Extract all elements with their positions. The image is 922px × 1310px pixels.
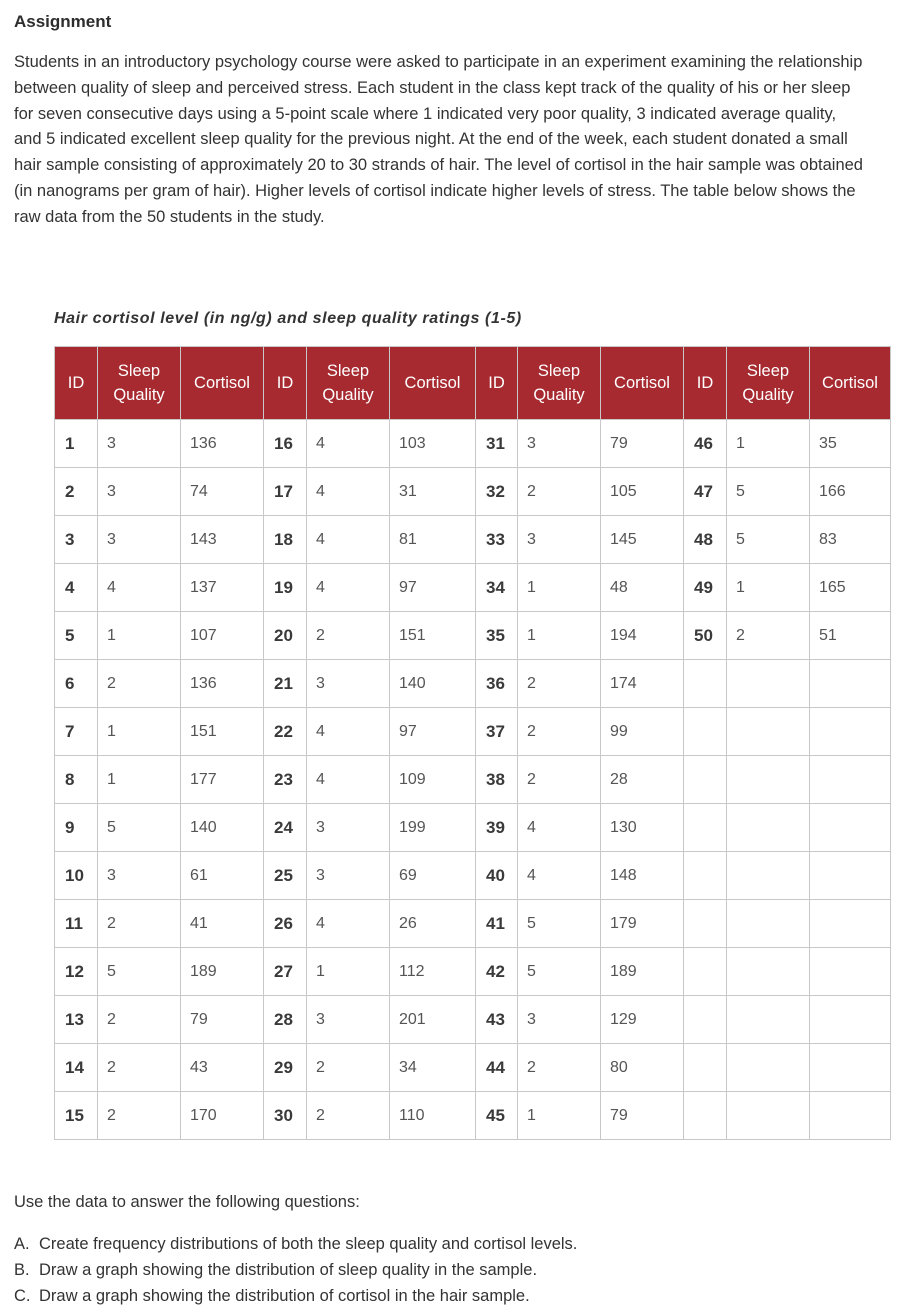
id-cell: [684, 708, 727, 756]
id-cell: [684, 660, 727, 708]
cortisol-cell: 151: [390, 612, 476, 660]
id-cell: [684, 852, 727, 900]
sleep-quality-cell: [727, 804, 810, 852]
id-cell: 47: [684, 468, 727, 516]
sleep-quality-cell: [727, 1092, 810, 1140]
id-cell: 32: [476, 468, 518, 516]
question-text: Draw a graph showing the distribution of sleep quality in the sample.: [39, 1261, 538, 1279]
id-cell: 34: [476, 564, 518, 612]
id-cell: 39: [476, 804, 518, 852]
sleep-quality-cell: 2: [727, 612, 810, 660]
id-cell: [684, 900, 727, 948]
table-row: [55, 468, 891, 516]
table-row: [55, 1044, 891, 1092]
cortisol-cell: 189: [601, 948, 684, 996]
id-cell: [684, 948, 727, 996]
sleep-quality-cell: 1: [98, 612, 181, 660]
question-item: [14, 1231, 577, 1257]
table-row: [55, 564, 891, 612]
id-cell: 49: [684, 564, 727, 612]
cortisol-cell: 166: [810, 468, 891, 516]
sleep-quality-cell: 5: [727, 468, 810, 516]
question-letter: C.: [14, 1287, 31, 1305]
id-cell: 41: [476, 900, 518, 948]
table-row: [55, 900, 891, 948]
id-cell: 30: [264, 1092, 307, 1140]
id-cell: 37: [476, 708, 518, 756]
sleep-quality-cell: 3: [518, 996, 601, 1044]
header-cell: ID: [684, 347, 727, 420]
table-row: [55, 804, 891, 852]
cortisol-cell: 97: [390, 564, 476, 612]
cortisol-cell: 170: [181, 1092, 264, 1140]
sleep-quality-cell: [727, 1044, 810, 1092]
table-row: [55, 756, 891, 804]
sleep-quality-cell: 4: [98, 564, 181, 612]
sleep-quality-cell: 4: [307, 516, 390, 564]
sleep-quality-cell: 3: [307, 804, 390, 852]
cortisol-cell: 80: [601, 1044, 684, 1092]
question-text: Create frequency distributions of both the sleep quality and cortisol levels.: [39, 1235, 578, 1253]
cortisol-cell: 83: [810, 516, 891, 564]
id-cell: 48: [684, 516, 727, 564]
sleep-quality-cell: [727, 660, 810, 708]
questions-intro: Use the data to answer the following questions:: [14, 1193, 360, 1211]
sleep-quality-cell: 1: [518, 612, 601, 660]
sleep-quality-cell: 1: [727, 420, 810, 468]
sleep-quality-cell: 1: [307, 948, 390, 996]
sleep-quality-cell: 1: [98, 708, 181, 756]
id-cell: 5: [55, 612, 98, 660]
id-cell: 33: [476, 516, 518, 564]
cortisol-cell: 41: [181, 900, 264, 948]
cortisol-cell: 79: [601, 1092, 684, 1140]
cortisol-cell: 148: [601, 852, 684, 900]
cortisol-cell: 129: [601, 996, 684, 1044]
sleep-quality-cell: 5: [727, 516, 810, 564]
cortisol-cell: 81: [390, 516, 476, 564]
id-cell: 38: [476, 756, 518, 804]
cortisol-cell: 99: [601, 708, 684, 756]
sleep-quality-cell: [727, 948, 810, 996]
sleep-quality-cell: 4: [307, 468, 390, 516]
sleep-quality-cell: 2: [98, 660, 181, 708]
sleep-quality-cell: 1: [98, 756, 181, 804]
id-cell: 35: [476, 612, 518, 660]
id-cell: 14: [55, 1044, 98, 1092]
table-row: [55, 1092, 891, 1140]
header-cell: Cortisol: [390, 347, 476, 420]
header-cell: Sleep Quality: [307, 347, 390, 420]
table-row: [55, 420, 891, 468]
cortisol-cell: 109: [390, 756, 476, 804]
cortisol-cell: [810, 1044, 891, 1092]
sleep-quality-cell: 4: [307, 708, 390, 756]
sleep-quality-cell: 4: [307, 564, 390, 612]
header-cell: Sleep Quality: [727, 347, 810, 420]
cortisol-cell: 69: [390, 852, 476, 900]
header-cell: Cortisol: [601, 347, 684, 420]
cortisol-cell: [810, 756, 891, 804]
id-cell: 19: [264, 564, 307, 612]
id-cell: 40: [476, 852, 518, 900]
cortisol-cell: 194: [601, 612, 684, 660]
id-cell: 11: [55, 900, 98, 948]
cortisol-cell: 26: [390, 900, 476, 948]
question-item: [14, 1257, 577, 1283]
id-cell: 18: [264, 516, 307, 564]
sleep-quality-cell: 2: [307, 612, 390, 660]
sleep-quality-cell: 5: [98, 804, 181, 852]
sleep-quality-cell: 3: [307, 996, 390, 1044]
id-cell: 20: [264, 612, 307, 660]
cortisol-cell: 199: [390, 804, 476, 852]
sleep-quality-cell: 2: [98, 1044, 181, 1092]
cortisol-cell: 103: [390, 420, 476, 468]
sleep-quality-cell: 2: [307, 1092, 390, 1140]
sleep-quality-cell: 1: [727, 564, 810, 612]
id-cell: 46: [684, 420, 727, 468]
cortisol-cell: 35: [810, 420, 891, 468]
sleep-quality-cell: 3: [98, 468, 181, 516]
sleep-quality-cell: 4: [307, 756, 390, 804]
table-caption: Hair cortisol level (in ng/g) and sleep quality ratings (1-5): [54, 310, 522, 327]
sleep-quality-cell: [727, 996, 810, 1044]
id-cell: 17: [264, 468, 307, 516]
id-cell: 8: [55, 756, 98, 804]
sleep-quality-cell: 3: [307, 660, 390, 708]
cortisol-cell: 107: [181, 612, 264, 660]
intro-paragraph: Students in an introductory psychology course were asked to participate in an experiment examining the relationship between quality of sleep and perceived stress. Each student in the class kept track of the quality of his or her sleep for seven consecutive days using a 5-point scale where 1 indicated very poor quality, 3 indicated average quality, and 5 indicated excellent sleep quality for the previous night. At the end of the week, each student donated a small hair sample consisting of approximately 20 to 30 strands of hair. The level of cortisol in the hair sample was obtained (in nanograms per gram of hair). Higher levels of cortisol indicate higher levels of stress. The table below shows the raw data from the 50 students in the study.: [14, 53, 863, 226]
id-cell: 15: [55, 1092, 98, 1140]
sleep-quality-cell: 2: [307, 1044, 390, 1092]
sleep-quality-cell: 2: [518, 660, 601, 708]
id-cell: [684, 756, 727, 804]
cortisol-cell: 189: [181, 948, 264, 996]
question-letter: A.: [14, 1235, 30, 1253]
id-cell: 50: [684, 612, 727, 660]
cortisol-cell: 137: [181, 564, 264, 612]
data-table: [54, 346, 891, 1140]
cortisol-cell: [810, 1092, 891, 1140]
id-cell: 45: [476, 1092, 518, 1140]
id-cell: [684, 804, 727, 852]
sleep-quality-cell: [727, 708, 810, 756]
sleep-quality-cell: 4: [518, 852, 601, 900]
cortisol-cell: 174: [601, 660, 684, 708]
cortisol-cell: 74: [181, 468, 264, 516]
table-row: [55, 516, 891, 564]
sleep-quality-cell: 5: [518, 948, 601, 996]
cortisol-cell: 105: [601, 468, 684, 516]
cortisol-cell: 140: [390, 660, 476, 708]
sleep-quality-cell: 2: [518, 1044, 601, 1092]
id-cell: 29: [264, 1044, 307, 1092]
id-cell: [684, 996, 727, 1044]
cortisol-cell: 43: [181, 1044, 264, 1092]
id-cell: 7: [55, 708, 98, 756]
table-row: [55, 612, 891, 660]
cortisol-cell: 165: [810, 564, 891, 612]
id-cell: 27: [264, 948, 307, 996]
sleep-quality-cell: 4: [307, 420, 390, 468]
header-cell: ID: [476, 347, 518, 420]
id-cell: 23: [264, 756, 307, 804]
header-cell: Sleep Quality: [98, 347, 181, 420]
cortisol-cell: 34: [390, 1044, 476, 1092]
id-cell: 10: [55, 852, 98, 900]
id-cell: 42: [476, 948, 518, 996]
sleep-quality-cell: 3: [307, 852, 390, 900]
cortisol-cell: 140: [181, 804, 264, 852]
sleep-quality-cell: 5: [518, 900, 601, 948]
sleep-quality-cell: 2: [518, 756, 601, 804]
sleep-quality-cell: 2: [98, 1092, 181, 1140]
cortisol-cell: 136: [181, 420, 264, 468]
question-list: [14, 1231, 577, 1309]
question-text: Draw a graph showing the distribution of cortisol in the hair sample.: [39, 1287, 530, 1305]
id-cell: 22: [264, 708, 307, 756]
cortisol-cell: [810, 708, 891, 756]
sleep-quality-cell: 3: [518, 516, 601, 564]
sleep-quality-cell: 2: [98, 996, 181, 1044]
table-row: [55, 948, 891, 996]
sleep-quality-cell: 1: [518, 564, 601, 612]
cortisol-cell: 145: [601, 516, 684, 564]
cortisol-cell: 31: [390, 468, 476, 516]
header-cell: Sleep Quality: [518, 347, 601, 420]
cortisol-cell: 28: [601, 756, 684, 804]
cortisol-cell: 110: [390, 1092, 476, 1140]
id-cell: 26: [264, 900, 307, 948]
id-cell: 31: [476, 420, 518, 468]
id-cell: [684, 1044, 727, 1092]
sleep-quality-cell: 4: [518, 804, 601, 852]
id-cell: 28: [264, 996, 307, 1044]
cortisol-cell: [810, 948, 891, 996]
table-row: [55, 852, 891, 900]
sleep-quality-cell: 2: [98, 900, 181, 948]
id-cell: 36: [476, 660, 518, 708]
cortisol-cell: 151: [181, 708, 264, 756]
id-cell: [684, 1092, 727, 1140]
id-cell: 12: [55, 948, 98, 996]
id-cell: 2: [55, 468, 98, 516]
sleep-quality-cell: 3: [98, 420, 181, 468]
cortisol-cell: 112: [390, 948, 476, 996]
sleep-quality-cell: [727, 756, 810, 804]
cortisol-cell: [810, 660, 891, 708]
cortisol-cell: 79: [601, 420, 684, 468]
cortisol-cell: [810, 900, 891, 948]
cortisol-cell: 97: [390, 708, 476, 756]
cortisol-cell: 79: [181, 996, 264, 1044]
id-cell: 9: [55, 804, 98, 852]
cortisol-cell: 201: [390, 996, 476, 1044]
sleep-quality-cell: 3: [518, 420, 601, 468]
table-row: [55, 660, 891, 708]
sleep-quality-cell: 2: [518, 468, 601, 516]
id-cell: 4: [55, 564, 98, 612]
sleep-quality-cell: 3: [98, 516, 181, 564]
cortisol-cell: 48: [601, 564, 684, 612]
header-cell: Cortisol: [181, 347, 264, 420]
sleep-quality-cell: [727, 852, 810, 900]
table-row: [55, 708, 891, 756]
id-cell: 25: [264, 852, 307, 900]
id-cell: 3: [55, 516, 98, 564]
table-header-row: [55, 347, 891, 420]
header-cell: ID: [55, 347, 98, 420]
page-title: Assignment: [14, 12, 112, 31]
id-cell: 6: [55, 660, 98, 708]
question-item: [14, 1283, 577, 1309]
cortisol-cell: 61: [181, 852, 264, 900]
id-cell: 24: [264, 804, 307, 852]
header-cell: Cortisol: [810, 347, 891, 420]
cortisol-cell: 143: [181, 516, 264, 564]
sleep-quality-cell: 1: [518, 1092, 601, 1140]
cortisol-cell: 51: [810, 612, 891, 660]
sleep-quality-cell: 4: [307, 900, 390, 948]
sleep-quality-cell: [727, 900, 810, 948]
id-cell: 13: [55, 996, 98, 1044]
cortisol-cell: 130: [601, 804, 684, 852]
cortisol-cell: [810, 804, 891, 852]
id-cell: 1: [55, 420, 98, 468]
cortisol-cell: 179: [601, 900, 684, 948]
sleep-quality-cell: 5: [98, 948, 181, 996]
id-cell: 43: [476, 996, 518, 1044]
id-cell: 44: [476, 1044, 518, 1092]
cortisol-cell: 136: [181, 660, 264, 708]
table-row: [55, 996, 891, 1044]
table-body: [55, 420, 891, 1140]
id-cell: 21: [264, 660, 307, 708]
header-cell: ID: [264, 347, 307, 420]
cortisol-cell: [810, 996, 891, 1044]
cortisol-cell: 177: [181, 756, 264, 804]
id-cell: 16: [264, 420, 307, 468]
sleep-quality-cell: 3: [98, 852, 181, 900]
cortisol-cell: [810, 852, 891, 900]
sleep-quality-cell: 2: [518, 708, 601, 756]
question-letter: B.: [14, 1261, 30, 1279]
